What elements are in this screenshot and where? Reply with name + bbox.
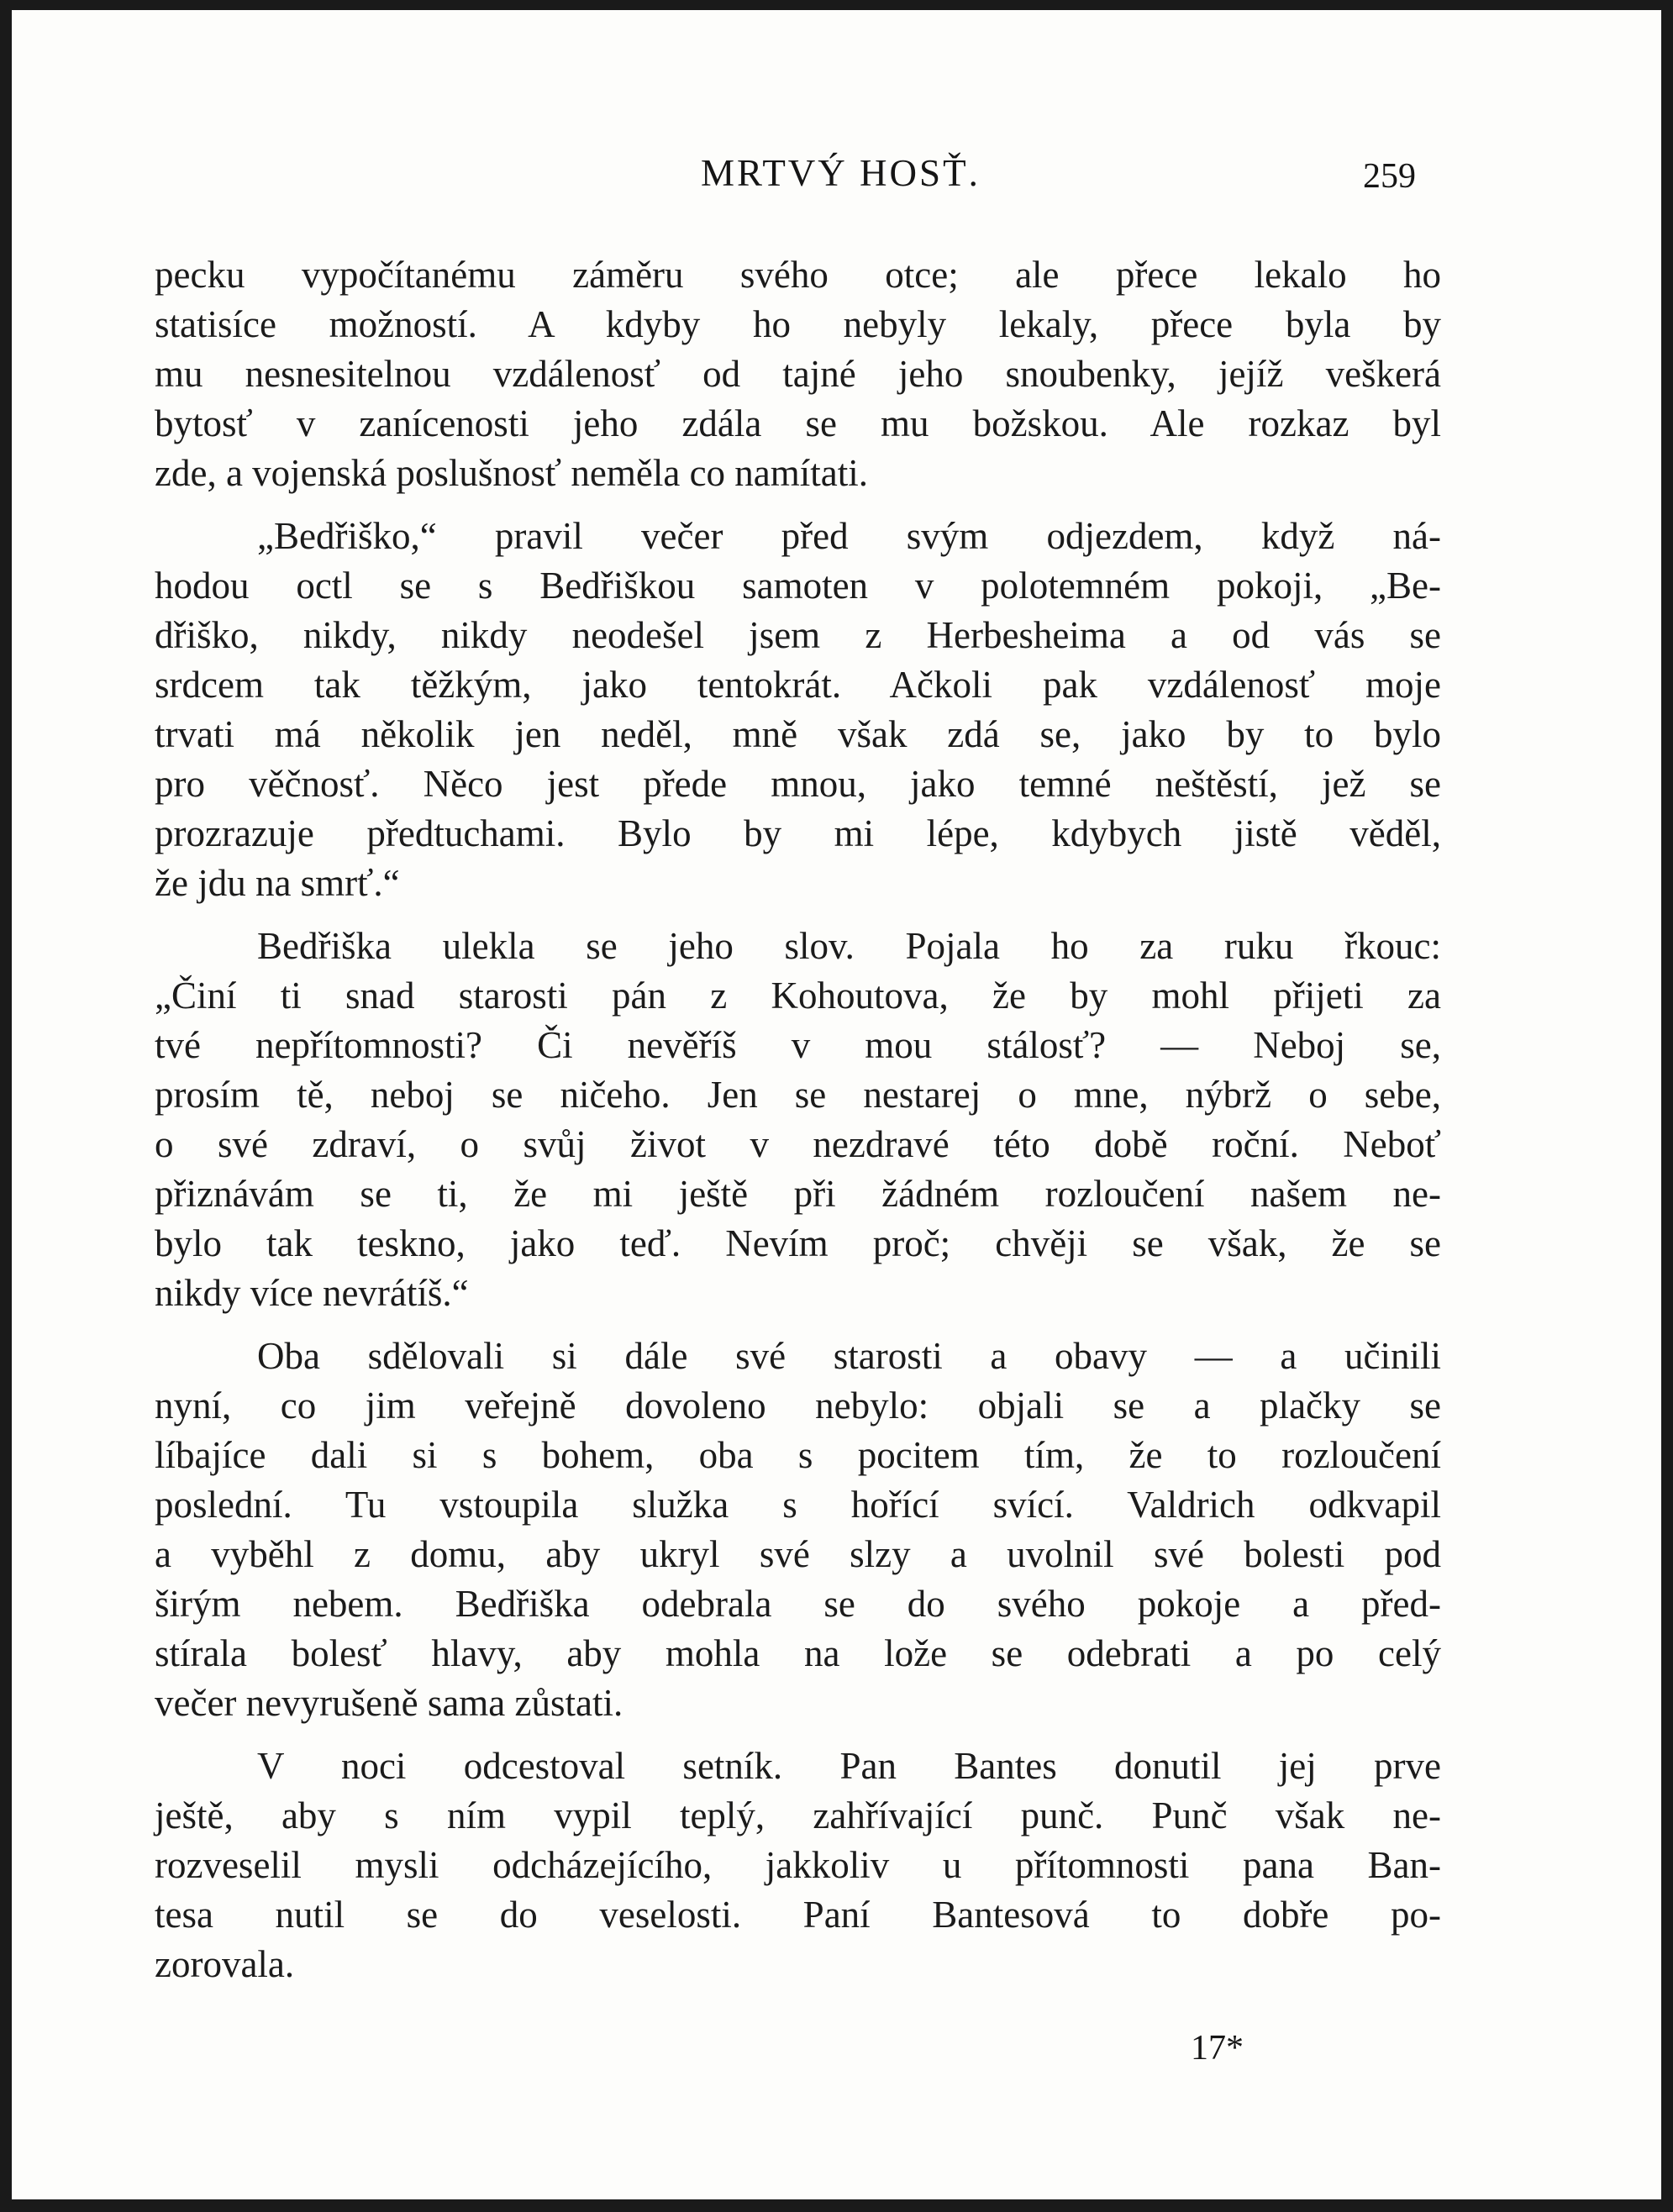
text-line: tvé nepřítomnosti? Či nevěříš v mou stálosť? — Neboj se, [155,1024,1441,1066]
text-line: srdcem tak těžkým, jako tentokrát. Ačkoli pak vzdálenosť moje [155,664,1441,706]
text-line: ještě, aby s ním vypil teplý, zahřívající punč. Punč však ne- [155,1794,1441,1836]
text-line: přiznávám se ti, že mi ještě při žádném rozloučení našem ne- [155,1173,1441,1215]
text-line: „Bedřiško,“ pravil večer před svým odjezdem, když ná- [257,515,1441,557]
paragraph-3 [155,922,1441,1318]
text-line: hodou octl se s Bedřiškou samoten v polotemném pokoji, „Be- [155,565,1441,607]
running-head [12,144,1661,195]
text-line: večer nevyrušeně sama zůstati. [155,1682,623,1724]
text-line: mu nesnesitelnou vzdálenosť od tajné jeho snoubenky, jejíž veškerá [155,353,1441,395]
paragraph-1 [155,250,1441,498]
text-line: „Činí ti snad starosti pán z Kohoutova, že by mohl přijeti za [155,975,1441,1017]
text-line: nyní, co jim veřejně dovoleno nebylo: objali se a plačky se [155,1384,1441,1427]
text-line: zde, a vojenská poslušnosť neměla co namítati. [155,452,869,494]
paragraph-2 [155,512,1441,908]
text-line: a vyběhl z domu, aby ukryl své slzy a uvolnil své bolesti pod [155,1533,1441,1575]
page-number: 259 [1363,157,1416,196]
chapter-title: MRTVÝ HOSŤ. [701,152,981,194]
text-line: prozrazuje předtuchami. Bylo by mi lépe, kdybych jistě věděl, [155,812,1441,854]
text-line: zorovala. [155,1943,295,1985]
text-line: širým nebem. Bedřiška odebrala se do svého pokoje a před- [155,1583,1441,1625]
text-line: rozveselil mysli odcházejícího, jakkoliv u přítomnosti pana Ban- [155,1844,1441,1886]
paragraph-4 [155,1332,1441,1728]
text-line: že jdu na smrť.“ [155,862,400,904]
text-line: poslední. Tu vstoupila služka s hořící svící. Valdrich odkvapil [155,1484,1441,1526]
text-line: nikdy více nevrátíš.“ [155,1272,469,1314]
text-line: pecku vypočítanému záměru svého otce; ale přece lekalo ho [155,254,1441,296]
text-line: tesa nutil se do veselosti. Paní Bantesová to dobře po- [155,1894,1441,1936]
text-line: dřiško, nikdy, nikdy neodešel jsem z Herbesheima a od vás se [155,614,1441,656]
signature-mark: 17* [1191,2029,1244,2068]
body-text [155,250,1441,2003]
text-line: bytosť v zanícenosti jeho zdála se mu božskou. Ale rozkaz byl [155,402,1441,444]
text-line: líbajíce dali si s bohem, oba s pocitem tím, že to rozloučení [155,1434,1441,1476]
text-line: statisíce možností. A kdyby ho nebyly lekaly, přece byla by [155,303,1441,345]
text-line: prosím tě, neboj se ničeho. Jen se nestarej o mne, nýbrž o sebe, [155,1074,1441,1116]
paragraph-5 [155,1742,1441,1989]
text-line: o své zdraví, o svůj život v nezdravé této době roční. Neboť [155,1123,1441,1165]
text-line: V noci odcestoval setník. Pan Bantes donutil jej prve [257,1745,1441,1787]
text-line: pro věčnosť. Něco jest přede mnou, jako temné neštěstí, jež se [155,763,1441,805]
text-line: Bedřiška ulekla se jeho slov. Pojala ho za ruku řkouc: [257,925,1441,967]
text-line: Oba sdělovali si dále své starosti a obavy — a učinili [257,1335,1441,1377]
text-line: stírala bolesť hlavy, aby mohla na lože se odebrati a po celý [155,1632,1441,1674]
text-line: trvati má několik jen neděl, mně však zdá se, jako by to bylo [155,713,1441,755]
book-page [12,10,1661,2199]
text-line: bylo tak teskno, jako teď. Nevím proč; chvěji se však, že se [155,1222,1441,1264]
